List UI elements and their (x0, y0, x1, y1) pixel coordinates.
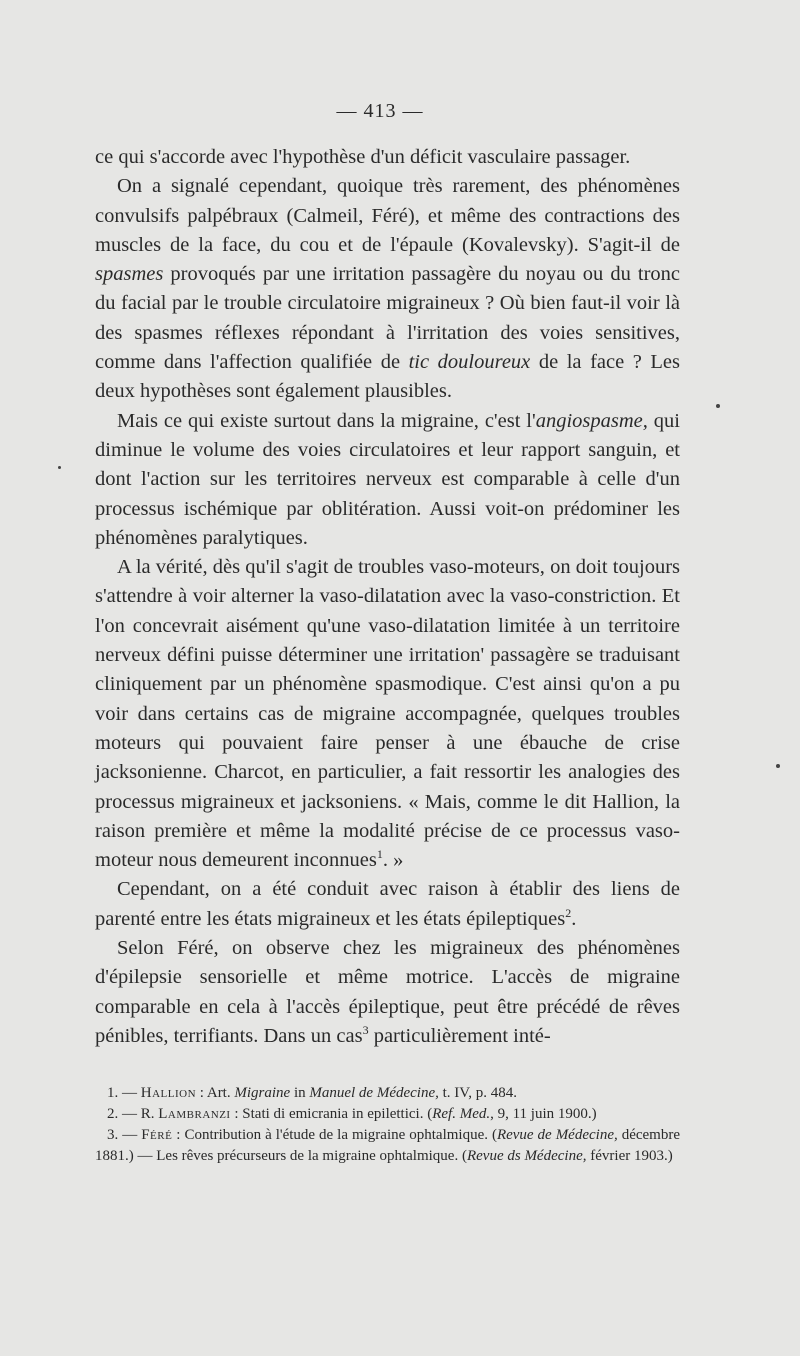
emphasis: spasmes (95, 263, 164, 286)
footnote-3 (95, 1125, 680, 1167)
footnote-author: Lambranzi (158, 1106, 231, 1122)
footnote-ref-1[interactable]: 1 (376, 847, 383, 862)
text-run: in (290, 1085, 310, 1101)
text-run: : Stati di emicrania in epilettici. ( (230, 1106, 433, 1122)
margin-speck (716, 404, 720, 408)
text-run: : Contribution à l'étude de la migraine ophtalmique. ( (172, 1127, 497, 1143)
text-run: décembre 1881.) — Les rêves précurseurs de la migraine ophtalmique. ( (95, 1127, 681, 1164)
text-run: . (571, 907, 577, 930)
text-run: Mais ce qui existe surtout dans la migraine, c'est l' (117, 409, 536, 432)
paragraph-4 (95, 553, 680, 875)
text-run: de la face ? Les deux hypothèses sont également plausibles. (95, 351, 680, 403)
text-run: provoqués par une irritation passagère du noyau ou du tronc du facial par le trouble circulatoire migraineux ? Où bien faut-il voir là des spasmes réflexes répondant à l'irritation des voies sensitives, comme dans l'affection qualifiée de (95, 263, 680, 374)
emphasis: Manuel de Médecine, (309, 1085, 439, 1101)
emphasis: Migraine (234, 1085, 291, 1101)
emphasis: Ref. Med. (432, 1106, 491, 1122)
text-run: . » (382, 849, 404, 872)
footnote-number: 2. — R. (107, 1106, 159, 1122)
footnote-number: 1. — (107, 1085, 141, 1101)
footnotes (95, 1083, 680, 1167)
footnote-number: 3. — (107, 1127, 142, 1143)
emphasis: tic douloureux (408, 351, 531, 374)
paragraph-6 (95, 934, 680, 1051)
text-run: Cependant, on a été conduit avec raison à établir des liens de parenté entre les états migraineux et les états épileptiques (95, 878, 680, 930)
footnote-2 (95, 1104, 680, 1125)
emphasis: Revue ds Médecine, (466, 1148, 587, 1164)
footnote-1 (95, 1083, 680, 1104)
paragraph-2 (95, 172, 680, 406)
margin-speck (776, 764, 780, 768)
emphasis: Revue de Médecine, (496, 1127, 618, 1143)
footnote-ref-3[interactable]: 3 (362, 1023, 369, 1038)
footnote-author: Hallion (140, 1085, 197, 1101)
footnote-author: Féré (141, 1127, 173, 1143)
text-run: qui diminue le volume des voies circulatoires et leur rapport sanguin, et dont l'action sur les territoires nerveux est comparable à celle d'un processus ischémique par oblitération. Aussi voit-on prédominer les phénomènes paralytiques. (95, 409, 681, 549)
paragraph-5 (95, 875, 680, 934)
page-number: — 413 — (336, 100, 424, 122)
margin-speck (58, 466, 61, 469)
text-run: Selon Féré, on observe chez les migraineux des phénomènes d'épilepsie sensorielle et même motrice. L'accès de migraine comparable en cela à l'accès épileptique, peut être précédé de rêves pénibles, terrifiants. Dans un cas (95, 937, 680, 1047)
text-run: : Art. (196, 1085, 235, 1101)
text-run: , 9, 11 juin 1900.) (490, 1106, 597, 1122)
text-run: A la vérité, dès qu'il s'agit de troubles vaso-moteurs, on doit toujours s'attendre à voir alterner la vaso-dilatation avec la vaso-constriction. Et l'on concevrait aisément qu'une vaso-dilatation limitée à un territoire nerveux défini puisse déterminer une irritation' passagère se traduisant cliniquement par un phénomène spasmodique. C'est ainsi qu'on a pu voir dans certains cas de migraine accompagnée, quelques troubles moteurs qui pouvaient faire penser à une ébauche de crise jacksonienne. Charcot, en particulier, a fait ressortir les analogies des processus migraineux et jacksoniens. « Mais, comme le dit Hallion, la raison première et même la modalité précise de ce processus vaso-moteur nous demeurent inconnues (95, 556, 680, 872)
text-run: particulièrement inté- (368, 1024, 551, 1047)
body-text (95, 143, 680, 1051)
text-run: février 1903.) (586, 1148, 673, 1164)
footnote-ref-2[interactable]: 2 (565, 905, 572, 920)
emphasis: angiospasme, (535, 409, 648, 432)
paragraph-3 (95, 407, 680, 553)
text-run: t. IV, p. 484. (438, 1085, 517, 1101)
text-run: On a signalé cependant, quoique très rarement, des phénomènes convulsifs palpébraux (Calmeil, Féré), et même des contractions des muscles de la face, du cou et de l'épaule (Kovalevsky). S'agit-il de (95, 175, 680, 256)
paragraph-1: ce qui s'accorde avec l'hypothèse d'un déficit vasculaire passager. (95, 146, 631, 168)
